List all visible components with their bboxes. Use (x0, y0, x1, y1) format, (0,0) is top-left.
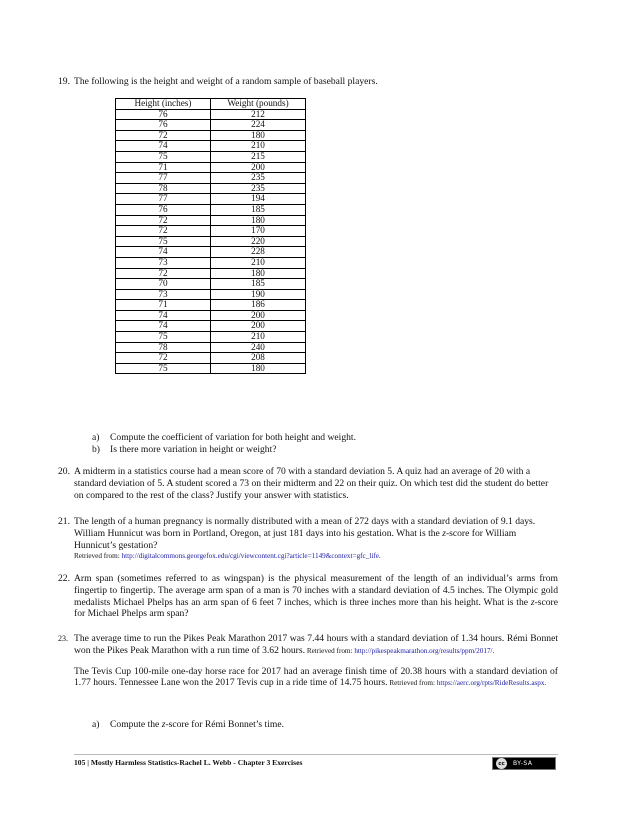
table-row (116, 173, 306, 184)
height-cell: 77 (116, 173, 211, 184)
table-row (116, 300, 306, 311)
source-link[interactable]: http://pikespeakmarathon.org/results/ppm/2017/ (354, 646, 493, 655)
height-cell: 75 (116, 363, 211, 374)
question-text: A midterm in a statistics course had a mean score of 70 with a standard deviation 5. A quiz had an average of 20 with a standard deviation of 5. A student scored a 73 on their midterm and 22 on their quiz. On which test did the student do better on compared to the rest of the class? Justify your answer with statistics. (74, 466, 549, 501)
question-19-part-b (92, 444, 277, 456)
table-header-row (116, 99, 306, 110)
part-text: Is there more variation in height or weight? (110, 444, 277, 455)
height-cell: 75 (116, 332, 211, 343)
height-cell: 78 (116, 342, 211, 353)
table-row (116, 310, 306, 321)
height-cell: 74 (116, 321, 211, 332)
footer-divider (74, 754, 558, 755)
height-cell: 75 (116, 236, 211, 247)
table-row (116, 332, 306, 343)
table-row (116, 130, 306, 141)
height-cell: 75 (116, 151, 211, 162)
question-19 (58, 76, 558, 88)
weight-cell: 208 (211, 353, 306, 364)
question-number: 20. (58, 466, 70, 477)
height-weight-table (115, 98, 306, 374)
height-cell: 76 (116, 120, 211, 131)
source-link[interactable]: http://digitalcommons.georgefox.edu/cgi/viewcontent.cgi?article=1149&context=gfc_life (121, 552, 379, 561)
height-cell: 74 (116, 247, 211, 258)
weight-cell: 180 (211, 363, 306, 374)
question-number: 21. (58, 516, 70, 527)
license-label: BY-SA (513, 760, 533, 767)
page-footer: 105 | Mostly Harmless Statistics-Rachel L. Webb - Chapter 3 Exercises (74, 758, 303, 767)
table-row (116, 141, 306, 152)
weight-cell: 180 (211, 215, 306, 226)
table-row (116, 236, 306, 247)
part-label: a) (92, 719, 100, 730)
question-19-part-a (92, 432, 356, 444)
part-text: Compute the z-score for Rémi Bonnet’s time. (110, 719, 285, 730)
height-cell: 74 (116, 141, 211, 152)
weight-cell: 210 (211, 141, 306, 152)
weight-cell: 200 (211, 310, 306, 321)
weight-cell: 200 (211, 162, 306, 173)
table-body (116, 109, 306, 374)
height-cell: 76 (116, 204, 211, 215)
table-row (116, 247, 306, 258)
table-row (116, 289, 306, 300)
table-row (116, 215, 306, 226)
weight-cell: 185 (211, 279, 306, 290)
part-label: b) (92, 444, 100, 455)
weight-cell: 186 (211, 300, 306, 311)
cc-license-badge (492, 757, 556, 770)
weight-cell: 224 (211, 120, 306, 131)
part-text: Compute the coefficient of variation for both height and weight. (110, 432, 356, 443)
weight-cell: 190 (211, 289, 306, 300)
source-citation: Retrieved from: http://digitalcommons.georgefox.edu/cgi/viewcontent.cgi?article=1149&context=gfc_life. (74, 552, 381, 561)
height-cell: 73 (116, 257, 211, 268)
column-header-height: Height (inches) (116, 99, 211, 110)
table-row (116, 268, 306, 279)
column-header-weight: Weight (pounds) (211, 99, 306, 110)
question-21 (58, 516, 558, 561)
height-cell: 72 (116, 268, 211, 279)
table-row (116, 257, 306, 268)
question-paragraph-1: The average time to run the Pikes Peak Marathon 2017 was 7.44 hours with a standard deviation of 1.34 hours. Rémi Bonnet won the Pikes Peak Marathon with a run time of 3.62 hours. Retrieved from: http://pikespeakmarathon.org/results/ppm/2017/. (74, 633, 558, 656)
cc-icon: cc (496, 758, 507, 769)
question-20 (58, 466, 558, 501)
weight-cell: 235 (211, 183, 306, 194)
question-text: Arm span (sometimes referred to as wingspan) is the physical measurement of the length of an individual’s arms from fingertip to fingertip. The average arm span of a man is 70 inches with a standard deviation of 4.5 inches. The Olympic gold medalists Michael Phelps has an arm span of 6 feet 7 inches, which is three inches more than his height. What is the z-score for Michael Phelps arm span? (74, 573, 558, 620)
weight-cell: 228 (211, 247, 306, 258)
weight-cell: 200 (211, 321, 306, 332)
height-cell: 78 (116, 183, 211, 194)
height-cell: 72 (116, 215, 211, 226)
table-row (116, 321, 306, 332)
table-row (116, 363, 306, 374)
weight-cell: 220 (211, 236, 306, 247)
weight-cell: 240 (211, 342, 306, 353)
table-row (116, 194, 306, 205)
table-row (116, 342, 306, 353)
question-22 (58, 573, 558, 620)
height-cell: 77 (116, 194, 211, 205)
weight-cell: 194 (211, 194, 306, 205)
weight-cell: 210 (211, 257, 306, 268)
source-link[interactable]: https://aerc.org/rpts/RideResults.aspx (436, 679, 545, 688)
weight-cell: 212 (211, 109, 306, 120)
question-23-part-a (92, 719, 284, 731)
question-23 (58, 633, 558, 689)
height-cell: 72 (116, 353, 211, 364)
height-cell: 76 (116, 109, 211, 120)
question-text: The following is the height and weight of a random sample of baseball players. (74, 76, 378, 87)
height-cell: 72 (116, 130, 211, 141)
weight-cell: 180 (211, 268, 306, 279)
question-number: 23. (58, 634, 68, 643)
table-row (116, 151, 306, 162)
height-cell: 74 (116, 310, 211, 321)
table-row (116, 109, 306, 120)
question-paragraph-2: The Tevis Cup 100-mile one-day horse race for 2017 had an average finish time of 20.38 hours with a standard deviation of 1.77 hours. Tennessee Lane won the 2017 Tevis cup in a ride time of 14.75 hours. Retrieved from: https://aerc.org/rpts/RideResults.aspx. (74, 665, 558, 689)
height-cell: 70 (116, 279, 211, 290)
weight-cell: 185 (211, 204, 306, 215)
weight-cell: 170 (211, 226, 306, 237)
height-cell: 73 (116, 289, 211, 300)
question-text: The length of a human pregnancy is normally distributed with a mean of 272 days with a standard deviation of 9.1 days. William Hunnicut was born in Portland, Oregon, at just 181 days into his gestation. What is the z-score for William Hunnicut’s gestation? (74, 516, 536, 551)
question-number: 22. (58, 573, 70, 584)
table-row (116, 183, 306, 194)
table-row (116, 279, 306, 290)
table-row (116, 353, 306, 364)
height-cell: 71 (116, 162, 211, 173)
question-number: 19. (58, 76, 70, 87)
weight-cell: 235 (211, 173, 306, 184)
height-cell: 71 (116, 300, 211, 311)
weight-cell: 180 (211, 130, 306, 141)
table-row (116, 204, 306, 215)
height-cell: 72 (116, 226, 211, 237)
weight-cell: 210 (211, 332, 306, 343)
part-label: a) (92, 432, 100, 443)
table-row (116, 226, 306, 237)
weight-cell: 215 (211, 151, 306, 162)
table-row (116, 120, 306, 131)
table-row (116, 162, 306, 173)
